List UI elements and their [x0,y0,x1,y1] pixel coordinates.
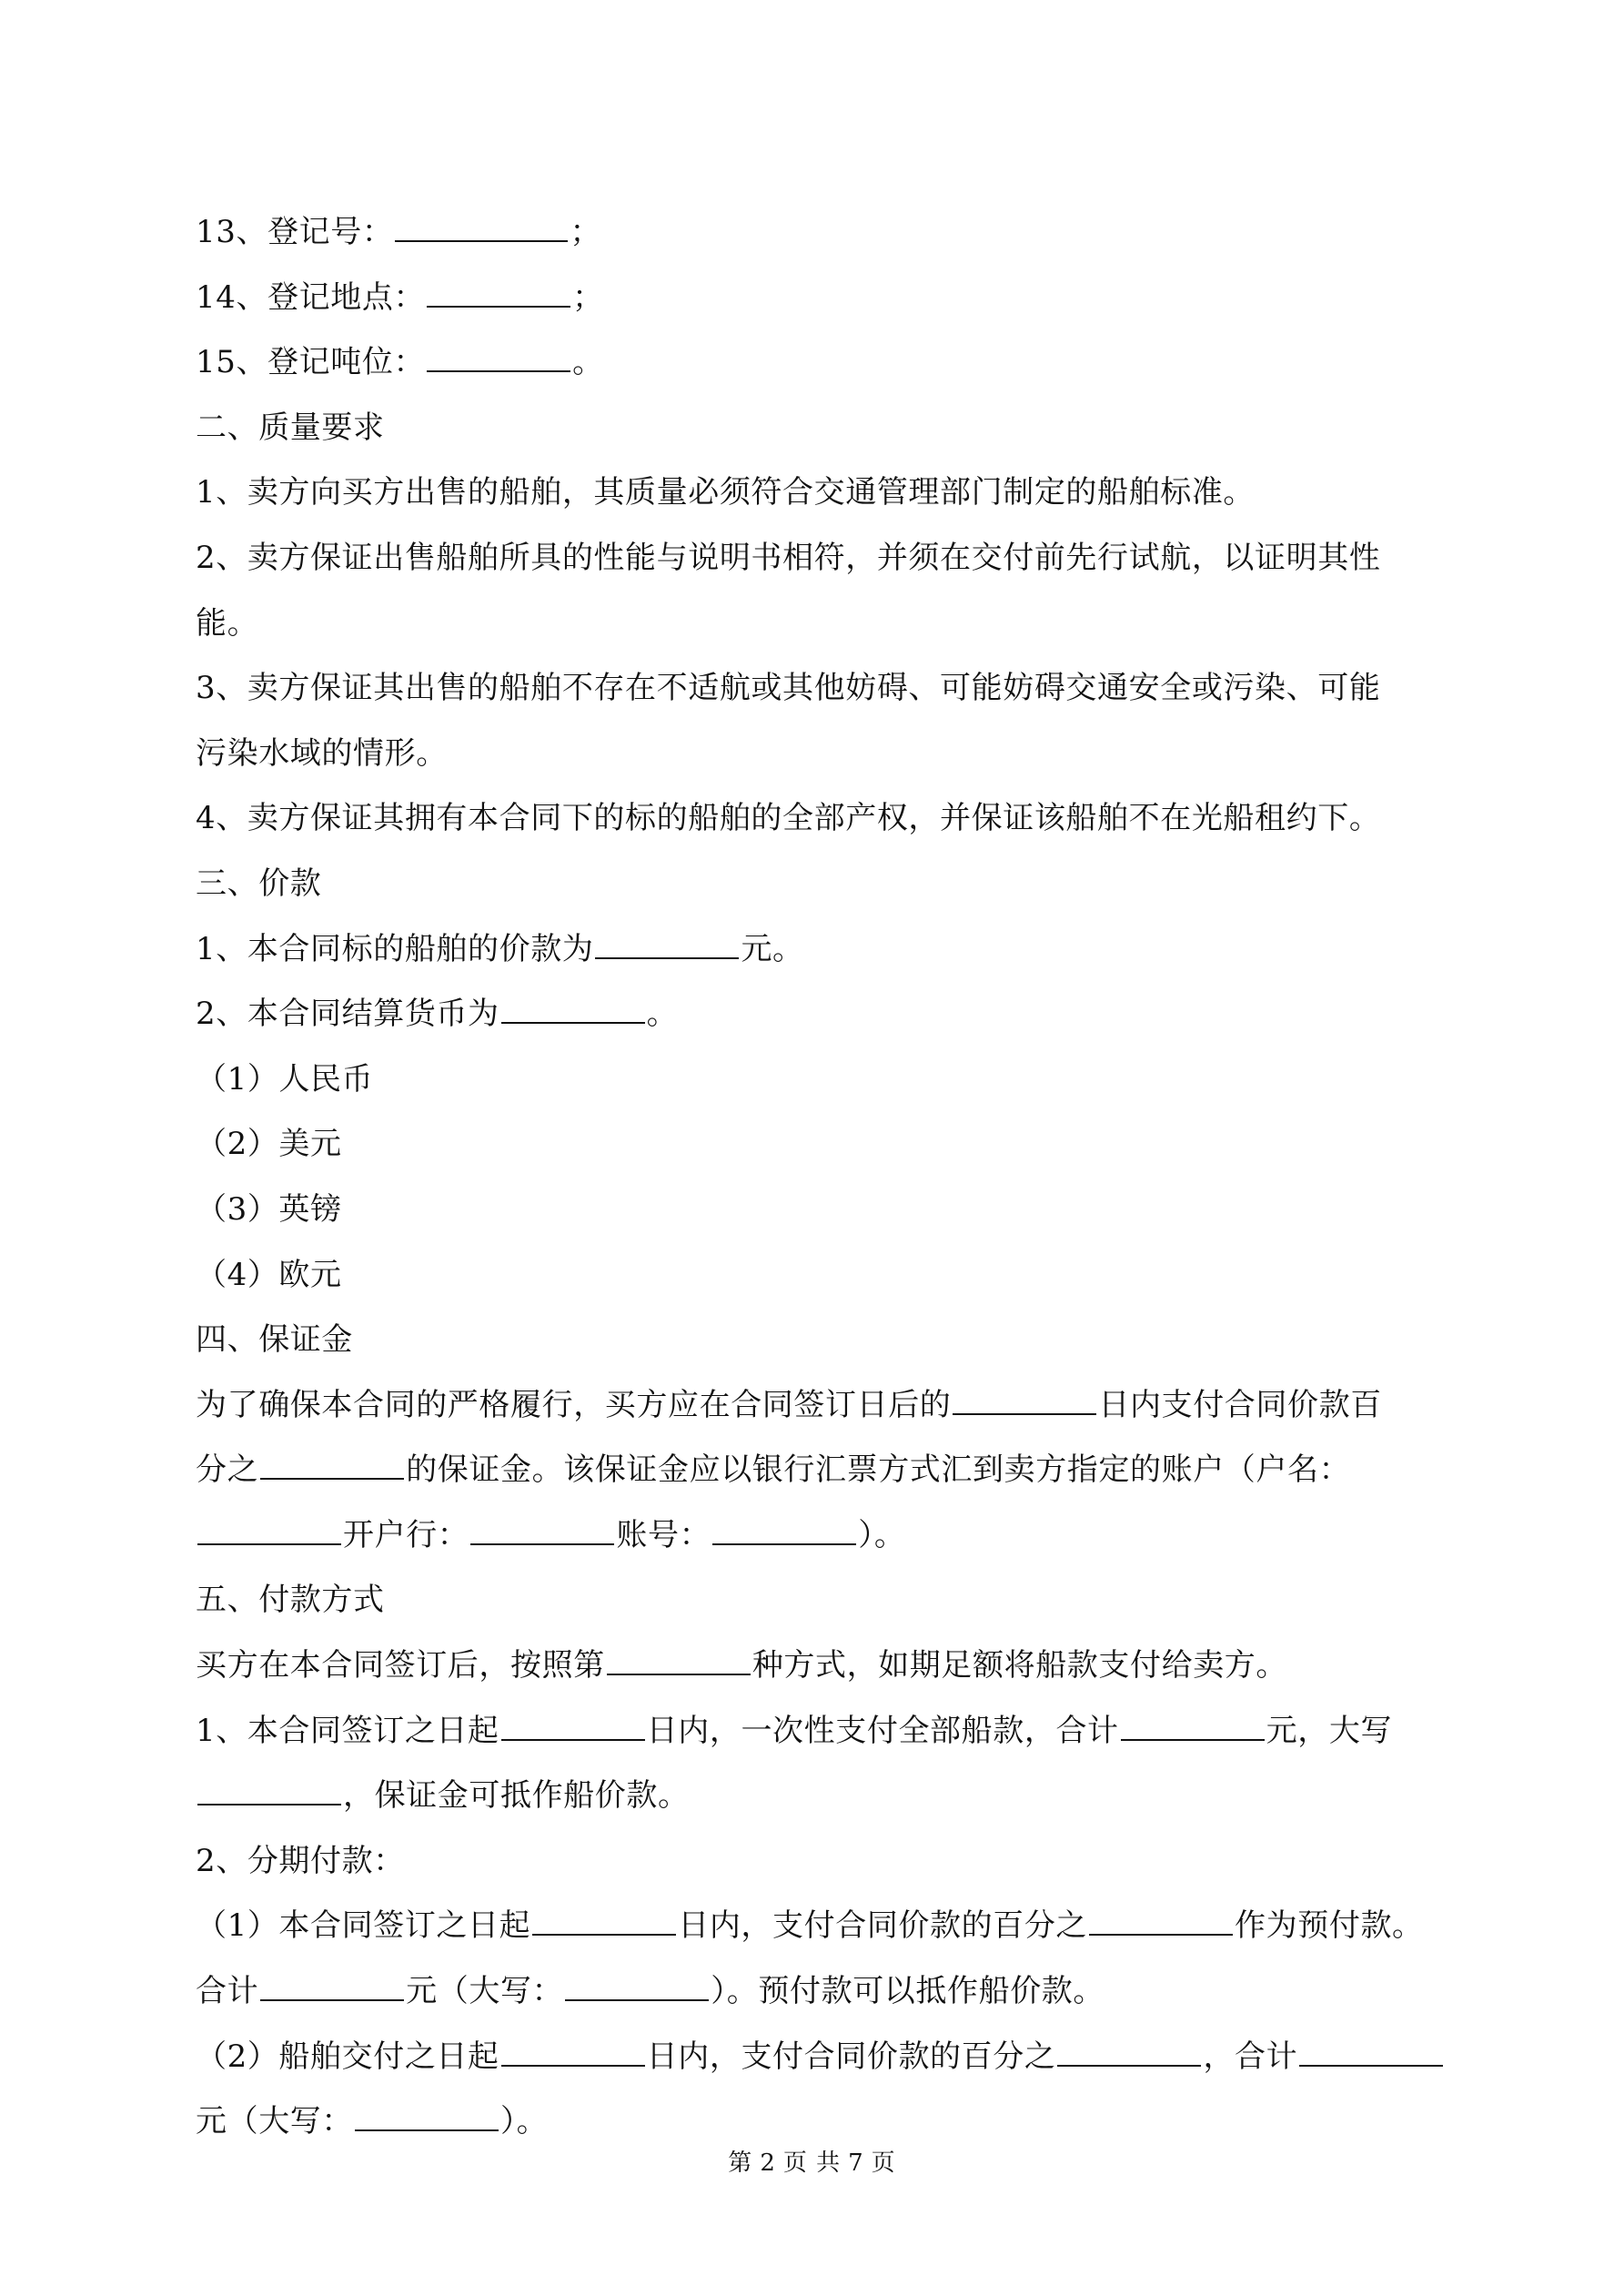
text: 13、登记号： [196,214,394,250]
text: 的保证金。该保证金应以银行汇票方式汇到卖方指定的账户（户名： [406,1451,1351,1489]
text: 日内支付合同价款百 [1098,1386,1382,1423]
text: （1）本合同签订之日起 [196,1907,531,1945]
item-15 [196,330,1440,396]
text: 。 [572,344,604,381]
price-amount-blank [595,926,739,959]
price-clause-1 [196,917,1440,983]
text: （2）美元 [196,1126,342,1163]
section-heading-deposit [196,1308,1440,1373]
lump-sum-words-blank [197,1773,341,1805]
text: 元（大写： [196,2103,353,2140]
registration-tonnage-blank [427,339,570,372]
text: 元。 [741,930,804,967]
text: 1、本合同签订之日起 [196,1712,499,1749]
text: 三、价款 [196,865,322,902]
installment-1 [196,1894,1440,1959]
text: 五、付款方式 [196,1582,385,1619]
text: ）。 [858,1516,906,1553]
lump-sum-total-blank [1121,1708,1265,1741]
text: 2、分期付款： [196,1842,405,1879]
bank-blank [470,1512,614,1545]
delivery-total-blank [1299,2034,1443,2067]
deposit-line-1 [196,1373,1440,1439]
payment-clause-2 [196,1829,1440,1895]
text: 14、登记地点： [196,278,426,316]
text: （3）英镑 [196,1190,342,1228]
delivery-days-blank [501,2034,645,2067]
text: 2、卖方保证出售船舶所具的性能与说明书相符，并须在交付前先行试航，以证明其性 [196,539,1381,576]
text: 二、质量要求 [196,409,385,446]
text: 能。 [196,604,259,642]
text: （2）船舶交付之日起 [196,2038,499,2075]
deposit-line-3 [196,1503,1440,1569]
footer-prefix: 第 [728,2149,753,2177]
total-pages-number: 7 [848,2149,864,2177]
text: 1、卖方向买方出售的船舶，其质量必须符合交通管理部门制定的船舶标准。 [196,474,1256,511]
account-name-blank [197,1512,341,1545]
currency-option-2 [196,1112,1440,1178]
footer-middle: 页 共 [782,2149,842,2177]
page-footer [0,2144,1624,2178]
text: 污染水域的情形。 [196,734,448,772]
advance-percent-blank [1089,1903,1233,1936]
current-page-number: 2 [760,2149,776,2177]
text: 元（大写： [406,1973,564,2010]
account-number-blank [712,1512,856,1545]
payment-intro [196,1633,1440,1699]
text: 开户行： [343,1516,469,1553]
text: 。 [646,996,679,1033]
text: 合计 [196,1973,259,2010]
quality-clause-3 [196,656,1440,722]
text: ； [572,278,604,316]
text: 账号： [616,1516,711,1553]
text: ，保证金可抵作船价款。 [343,1777,690,1815]
currency-option-3 [196,1178,1440,1243]
advance-days-blank [532,1903,676,1936]
text: 买方在本合同签订后，按照第 [196,1647,605,1684]
text: ； [570,214,602,250]
footer-suffix: 页 [871,2149,896,2177]
currency-blank [501,991,645,1024]
text: 种方式，如期足额将船款支付给卖方。 [751,1647,1288,1684]
currency-option-4 [196,1243,1440,1309]
section-heading-price [196,852,1440,917]
text: 日内，支付合同价款的百分之 [678,1907,1088,1945]
text: ，合计 [1203,2038,1298,2075]
text: 日内，支付合同价款的百分之 [646,2038,1056,2075]
installment-2 [196,2025,1440,2090]
text: 四、保证金 [196,1321,353,1359]
section-heading-quality [196,396,1440,461]
price-clause-2 [196,982,1440,1047]
registration-number-blank [395,209,568,242]
text: 为了确保本合同的严格履行，买方应在合同签订日后的 [196,1386,952,1423]
text: 作为预付款。 [1235,1907,1424,1945]
payment-clause-1 [196,1699,1440,1765]
text: （4）欧元 [196,1256,342,1293]
text: 分之 [196,1451,259,1489]
text: （1）人民币 [196,1060,374,1097]
payment-method-blank [607,1643,751,1675]
document-body [196,200,1440,2155]
quality-clause-2-cont [196,592,1440,657]
registration-place-blank [427,275,570,308]
text: 3、卖方保证其出售的船舶不存在不适航或其他妨碍、可能妨碍交通安全或污染、可能 [196,670,1381,707]
quality-clause-4 [196,786,1440,852]
advance-total-blank [260,1968,404,2001]
deposit-line-2 [196,1438,1440,1503]
text: ）。预付款可以抵作船价款。 [711,1973,1105,2010]
text: 日内，一次性支付全部船款，合计 [646,1712,1119,1749]
text: 元，大写 [1266,1712,1393,1749]
deposit-percent-blank [260,1447,404,1480]
payment-clause-1-cont [196,1764,1440,1829]
quality-clause-3-cont [196,722,1440,787]
item-14 [196,266,1440,331]
delivery-percent-blank [1057,2034,1201,2067]
item-13 [196,200,1440,266]
currency-option-1 [196,1047,1440,1113]
delivery-words-blank [355,2099,499,2131]
quality-clause-1 [196,460,1440,526]
text: 4、卖方保证其拥有本合同下的标的船舶的全部产权，并保证该船舶不在光船租约下。 [196,800,1381,837]
section-heading-payment [196,1568,1440,1633]
deposit-days-blank [953,1382,1096,1415]
lump-sum-days-blank [501,1708,645,1741]
quality-clause-2 [196,526,1440,592]
advance-words-blank [565,1968,709,2001]
text: ）。 [500,2103,549,2140]
text: 15、登记吨位： [196,344,426,381]
text: 2、本合同结算货币为 [196,996,499,1033]
installment-1-cont [196,1959,1440,2025]
text: 1、本合同标的船舶的价款为 [196,930,594,967]
